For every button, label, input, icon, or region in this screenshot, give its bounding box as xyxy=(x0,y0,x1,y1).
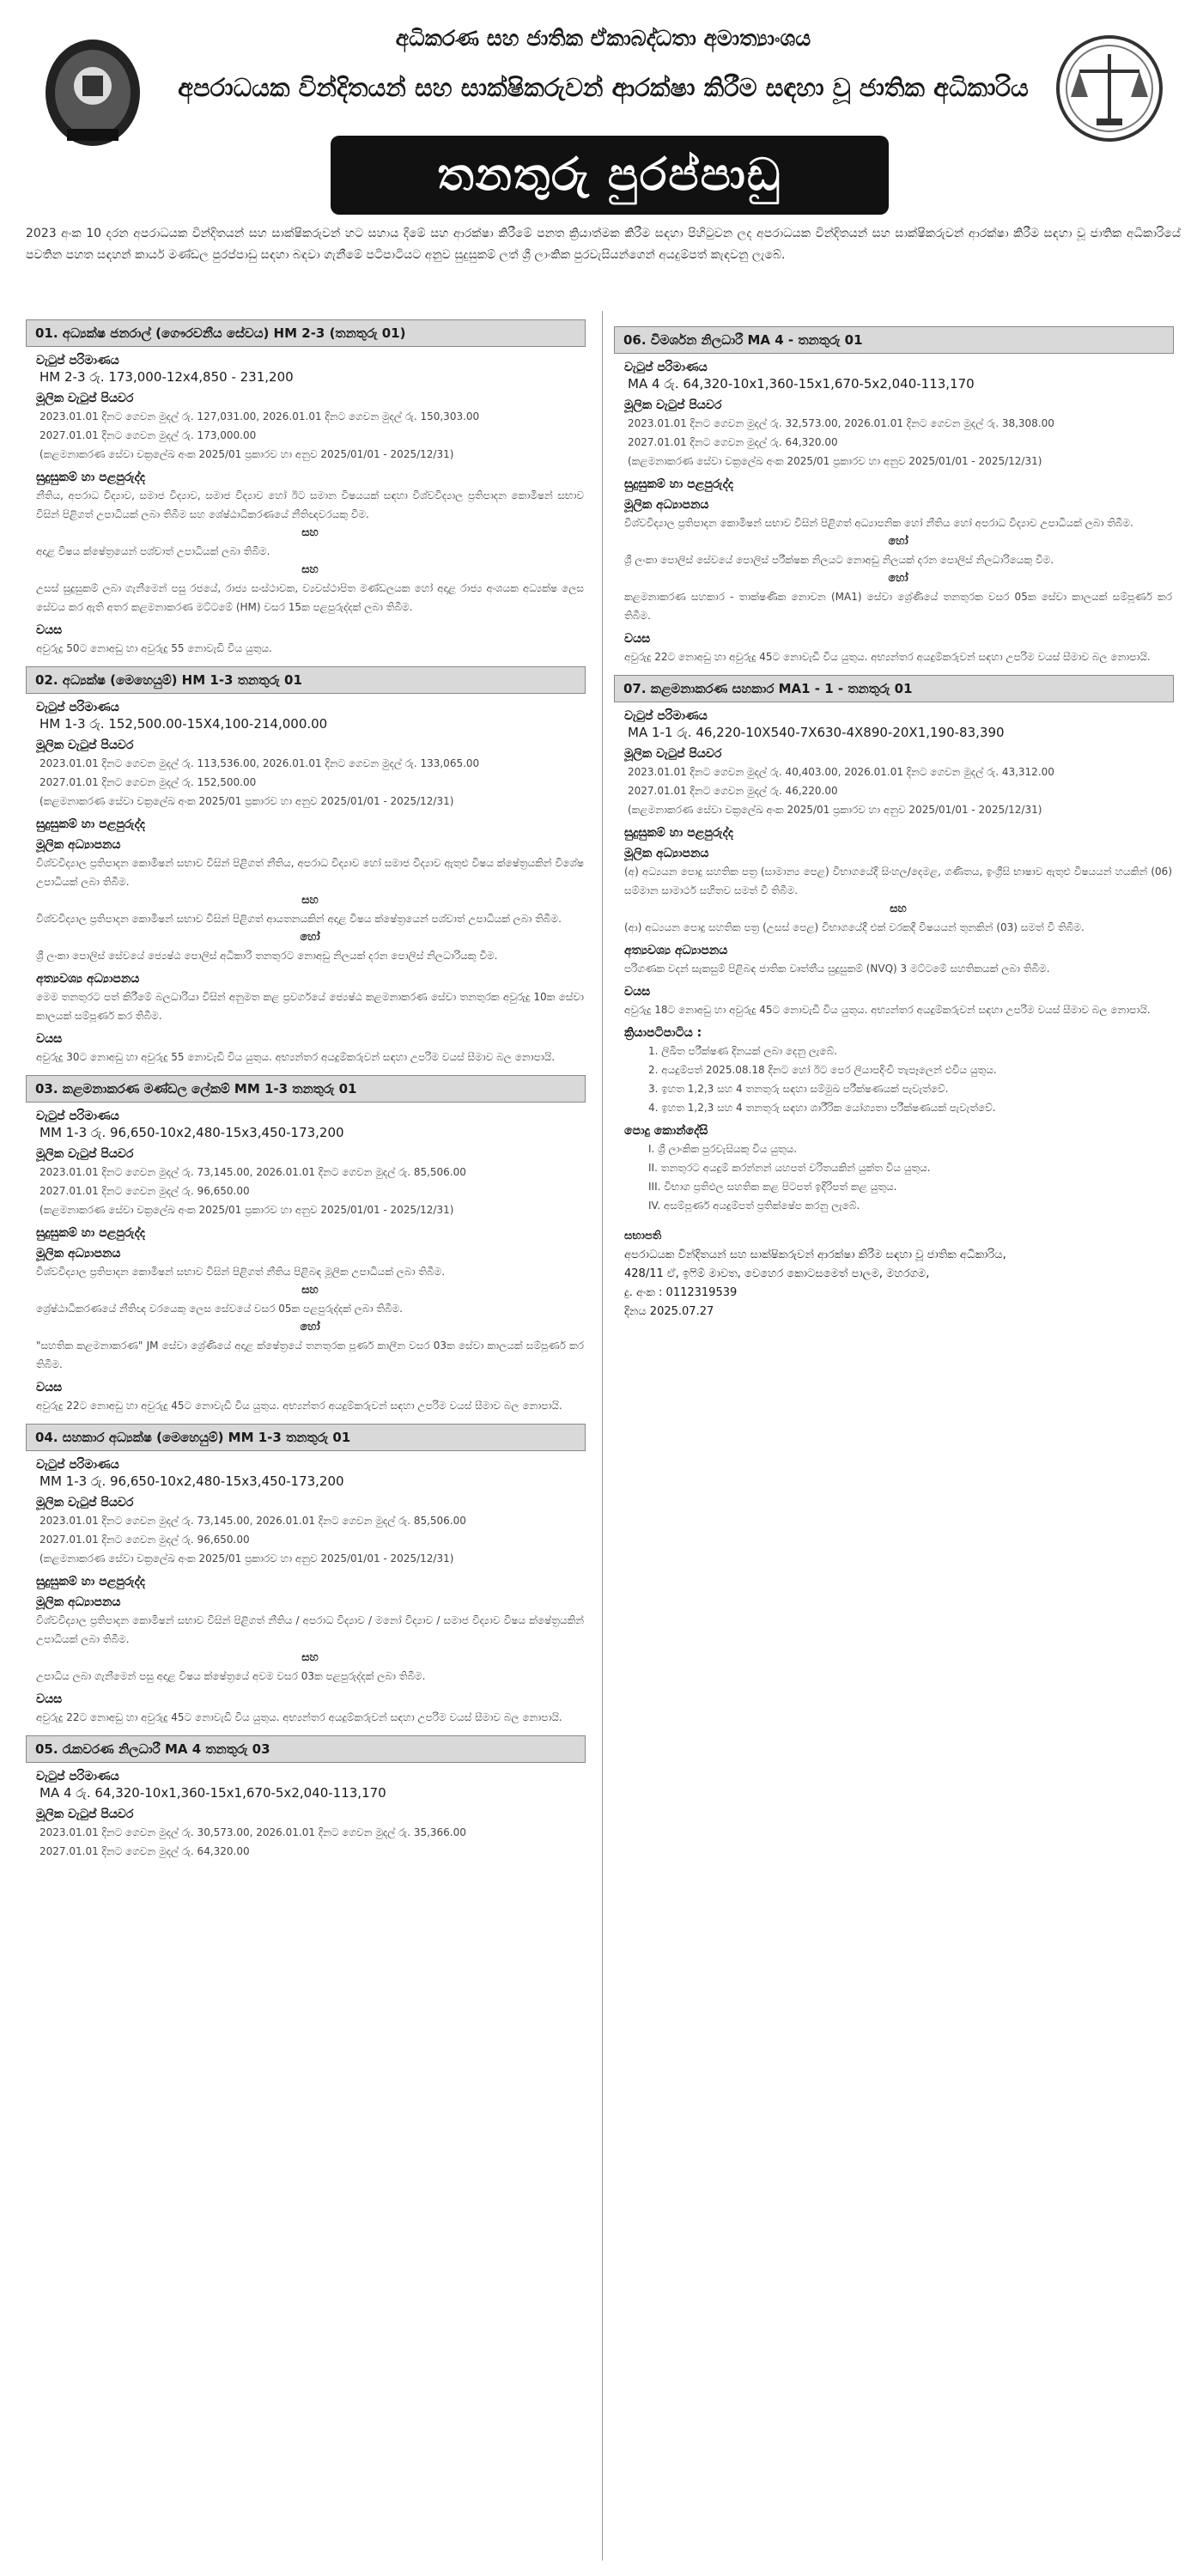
salary-scale: MM 1-3 රු. 96,650-10x2,480-15x3,450-173,200 xyxy=(39,1125,344,1140)
basic-label: මූලික අධ්‍යාපනය xyxy=(624,498,709,512)
salary-label: වැටුප් පරිමාණය xyxy=(624,709,708,723)
age-label: වයස xyxy=(36,1032,63,1046)
salary-note: (කළමනාකරණ සේවා චක්‍රලේඛ අංක 2025/01 ප්‍රකාරව හා අනුව 2025/01/01 - 2025/12/31) xyxy=(628,804,1042,816)
conjunction-and: සහ xyxy=(301,526,319,539)
salary-note: 2027.01.01 දිනට ගෙවන මුදල් රු. 152,500.00 xyxy=(39,776,257,788)
quals-label: සුදුසුකම් හා පළපුරුද්ද xyxy=(36,817,145,831)
conjunction-or: හෝ xyxy=(300,931,320,944)
conjunction-or: හෝ xyxy=(888,572,908,585)
qualification-text: කළමනාකරණ සහකාර - තාක්ෂණික නොවන (MA1) සේවා ශ්‍රේණියේ තනතුරක වසර 05ක සේවා කාලයක් සම්පූර්ණ කර තිබීම. xyxy=(624,591,1172,622)
section-heading: 05. රැකවරණ නිලධාරී MA 4 තනතුරු 03 xyxy=(26,1735,586,1763)
conjunction-and: සහ xyxy=(890,902,907,915)
general-condition-item: IV. අසම්පූර්ණ අයදුම්පත් ප්‍රතික්ෂේප කරනු ලැබේ. xyxy=(648,1200,860,1212)
age-label: වයස xyxy=(624,985,651,999)
salary-label: වැටුප් පරිමාණය xyxy=(36,1458,119,1472)
header xyxy=(26,9,1181,219)
conjunction-and: සහ xyxy=(301,894,319,907)
qualification-text: ශ්‍රී ලංකා පොලිස් සේවයේ පොලිස් පරීක්ෂක නිලයට නොඅඩු නිලයක් දරන පොලිස් නිලධාරියෙකු වීම. xyxy=(624,554,1054,566)
contact-line: දු. අංක : 0112319539 xyxy=(624,1286,738,1299)
process-item: 2. අයදුම්පත් 2025.08.18 දිනට හෝ ඊට පෙර ලියාපදිංචි තැපෑලෙන් එවිය යුතුය. xyxy=(648,1064,997,1076)
quals-label: සුදුසුකම් හා පළපුරුද්ද xyxy=(36,1226,145,1240)
conjunction-or: හෝ xyxy=(888,535,908,548)
qualification-text: විශ්වවිද්‍යාල ප්‍රතිපාදන කොමිෂන් සභාව විසින් පිළිගත් අධ්‍යාපනික හෝ නීතිය හෝ අපරාධ විද්‍යාව උපාධියක් ලබා තිබීම. xyxy=(624,517,1133,529)
qualification-text: ශ්‍රී ලංකා පොලිස් සේවයේ ජ්‍යෙෂ්ඨ පොලිස් අධිකාරි තනතුරට නොඅඩු නිලයක් දරන පොලිස් නිලධාරියකු වීම. xyxy=(36,950,498,962)
contact-label: සභාපති xyxy=(624,1230,662,1242)
general-conditions-title: පොදු කොන්දේසි xyxy=(624,1124,708,1138)
contact-line: අපරාධයක වින්දිතයන් සහ සාක්ෂිකරුවන් ආරක්ෂා කිරීම සඳහා වූ ජාතික අධිකාරිය, xyxy=(624,1249,1006,1261)
section-2 xyxy=(26,666,592,1066)
qualification-text: විශ්වවිද්‍යාල ප්‍රතිපාදන කොමිෂන් සභාව විසින් පිළිගත් නීතිය / අපරාධ විද්‍යාව / මනෝ විද්‍යාව / සමාජ විද්‍යාව විෂය ක්ෂේත්‍රයකින් උපාධියක් ලබා තිබීම. xyxy=(36,1614,584,1645)
qualification-text: නීතිය, අපරාධ විද්‍යාව, සමාජ විද්‍යාව, සමාජ විද්‍යාව හෝ ඊට සමාන විෂයයක් සඳහා විශ්වවිද්‍යාල ප්‍රතිපාදන කොමිෂන් සභාව විසින් පිළිගත් උපාධියක් ලබා තිබීම සහ ශේෂ්ඨාධිකරණයේ නීතිඥවරයකු වීම. xyxy=(36,489,584,520)
section-5 xyxy=(26,1735,592,1861)
general-condition-item: I. ශ්‍රී ලාංකික පුරවැසියකු විය යුතුය. xyxy=(648,1143,798,1155)
section-heading: 04. සහකාර අධ්‍යක්ෂ (මෙහෙයුම්) MM 1-3 තනතුරු 01 xyxy=(26,1424,586,1451)
salary-label: වැටුප් පරිමාණය xyxy=(36,1109,119,1123)
authority-title: අපරාධයක වින්දිතයන් සහ සාක්ෂිකරුවන් ආරක්ෂා කිරීම සඳහා වූ ජාතික අධිකාරිය xyxy=(178,73,1029,102)
age-text: අවුරුදු 22ට නොඅඩු හා අවුරුදු 45ට නොවැඩි විය යුතුය. අභ්‍යන්තර අයදුම්කරුවන් සඳහා උපරිම වයස් සීමාව බල නොපායි. xyxy=(624,651,1151,663)
salary-label: වැටුප් පරිමාණය xyxy=(36,701,119,714)
section-6 xyxy=(614,326,1181,666)
contact-line: 428/11 ඒ, ඉෆිම් මාවත, වෙහෙර කොටසමෙත් පාලම, මහරගම, xyxy=(624,1267,930,1280)
age-text: අවුරුදු 22ට නොඅඩු හා අවුරුදු 45ට නොවැඩි විය යුතුය. අභ්‍යන්තර අයදුම්කරුවන් සඳහා උපරිම වයස් සීමාව බල නොපායි. xyxy=(36,1400,562,1412)
salary-scale: MA 4 රු. 64,320-10x1,360-15x1,670-5x2,040-113,170 xyxy=(628,376,975,392)
salary-note: (කළමනාකරණ සේවා චක්‍රලේඛ අංක 2025/01 ප්‍රකාරව හා අනුව 2025/01/01 - 2025/12/31) xyxy=(39,1552,454,1564)
age-label: වයස xyxy=(36,623,63,637)
contact-line: දිනය 2025.07.27 xyxy=(624,1305,714,1318)
general-condition-item: III. විභාග ප්‍රතිඵල සහතික කළ පිටපත් ඉදිරිපත් කළ යුතුය. xyxy=(648,1181,897,1193)
salary-label: වැටුප් පරිමාණය xyxy=(36,354,119,368)
section-1 xyxy=(26,319,592,658)
process-item: 1. ලිඛිත පරීක්ෂණ දිනයක් ලබා දෙනු ලැබේ. xyxy=(648,1045,837,1057)
general-condition-item: II. තනතුරට අයදුම් කරන්නන් යහපත් චරිතයකින් යුක්ත විය යුතුය. xyxy=(648,1162,931,1174)
prof-label: අත්‍යවශ්‍ය අධ්‍යාපනය xyxy=(36,972,140,986)
salary-scale: HM 1-3 රු. 152,500.00-15X4,100-214,000.00 xyxy=(39,716,328,732)
basic-label: මූලික අධ්‍යාපනය xyxy=(36,838,121,852)
basic-label: මූලික අධ්‍යාපනය xyxy=(36,1247,121,1261)
intro-paragraph: 2023 අංක 10 දරන අපරාධයක වින්දිතයන් සහ සාක්ෂිකරුවන් හට සහාය දීමේ සහ ආරක්ෂා කිරීමේ පනත ක්‍රියාත්මක කිරීම සඳහා පිහිටුවන ලද අපරාධයක වින්දිතයන් සහ සාක්ෂිකරුවන් ආරක්ෂා කිරීම සඳහා වූ ජාතික අධිකාරියේ පවතින පහත සඳහන් කාර්ය මණ්ඩල පුරප්පාඩු සඳහා බඳවා ගැනීමේ පටිපාටියට අනුව සුදුසුකම් ලත් ශ්‍රී ලාංකික පුරවැසියන්ගෙන් අයදුම්පත් කැඳවනු ලැබේ. xyxy=(26,227,1181,262)
salary-note: 2023.01.01 දිනට ගෙවන මුදල් රු. 127,031.00, 2026.01.01 දිනට ගෙවන මුදල් රු. 150,303.00 xyxy=(39,410,480,422)
salary-note: 2027.01.01 දිනට ගෙවන මුදල් රු. 173,000.00 xyxy=(39,429,257,441)
sri-lanka-emblem-icon xyxy=(41,34,144,150)
qualification-text: උසස් සුදුසුකම් ලබා ගැනීමෙන් පසු රජයේ, රාජ්‍ය සංස්ථාවක, ව්‍යවස්ථාපිත මණ්ඩලයක හෝ අදාළ රාජ්‍ය අංශයක අධ්‍යක්ෂ ලෙස සේවය කර ඇති අතර කළමනාකරණ මට්ටමේ (HM) වසර 15ක පළපුරුද්දක් ලබා තිබීම. xyxy=(36,582,584,613)
process-item: 4. ඉහත 1,2,3 සහ 4 තනතුරු සඳහා ශාරීරික යෝග්‍යතා පරීක්ෂණයක් පැවැත්වේ. xyxy=(648,1102,996,1114)
salary-note: 2027.01.01 දිනට ගෙවන මුදල් රු. 64,320.00 xyxy=(39,1845,250,1857)
age-label: වයස xyxy=(36,1381,63,1394)
qualification-text: විශ්වවිද්‍යාල ප්‍රතිපාදන කොමිෂන් සභාව විසින් පිළිගත් නීතිය පිළිබඳ මූලික උපාධියක් ලබා තිබීම. xyxy=(36,1266,446,1278)
section-heading: 02. අධ්‍යක්ෂ (මෙහෙයුම්) HM 1-3 තනතුරු 01 xyxy=(26,666,586,694)
salary-note: 2023.01.01 දිනට ගෙවන මුදල් රු. 73,145.00, 2026.01.01 දිනට ගෙවන මුදල් රු. 85,506.00 xyxy=(39,1515,466,1527)
qualification-text: උපාධිය ලබා ගැනීමෙන් පසු අදාළ විෂය ක්ෂේත්‍රයේ අවම වසර 03ක පළපුරුද්දක් ලබා තිබීම. xyxy=(36,1670,426,1682)
salary-note: (කළමනාකරණ සේවා චක්‍රලේඛ අංක 2025/01 ප්‍රකාරව හා අනුව 2025/01/01 - 2025/12/31) xyxy=(39,448,454,460)
basic-label: මූලික අධ්‍යාපනය xyxy=(624,847,709,860)
salary-scale: MM 1-3 රු. 96,650-10x2,480-15x3,450-173,200 xyxy=(39,1473,344,1489)
conjunction-and: සහ xyxy=(301,563,319,576)
salary-note: 2027.01.01 දිනට ගෙවන මුදල් රු. 64,320.00 xyxy=(628,436,838,448)
qualification-text: විශ්වවිද්‍යාල ප්‍රතිපාදන කොමිෂන් සභාව විසින් පිළිගත් ආයතනයකින් අදාළ විෂය ක්ෂේත්‍රයෙන් පශ්චාත් උපාධියක් ලබා තිබීම. xyxy=(36,913,562,925)
section-3 xyxy=(26,1075,592,1415)
ministry-title: අධිකරණ සහ ජාතික ඒකාබද්ධතා අමාත්‍යාංශය xyxy=(395,26,811,51)
salary-note: (කළමනාකරණ සේවා චක්‍රලේඛ අංක 2025/01 ප්‍රකාරව හා අනුව 2025/01/01 - 2025/12/31) xyxy=(628,455,1042,467)
quals-label: සුදුසුකම් හා පළපුරුද්ද xyxy=(36,471,145,484)
salary-note: 2027.01.01 දිනට ගෙවන මුදල් රු. 96,650.00 xyxy=(39,1534,250,1546)
qualification-text: (ආ) අධ්‍යයන පොදු සහතික පත්‍ර (උසස් පෙළ) විභාගයේදී එක් වරකදී විෂයයන් තුනකින් (03) සමත් වී තිබීම. xyxy=(624,921,1085,933)
salary-note: (කළමනාකරණ සේවා චක්‍රලේඛ අංක 2025/01 ප්‍රකාරව හා අනුව 2025/01/01 - 2025/12/31) xyxy=(39,1204,454,1216)
page xyxy=(26,9,1181,2567)
quals-label: සුදුසුකම් හා පළපුරුද්ද xyxy=(624,826,733,840)
salary-note: 2023.01.01 දිනට ගෙවන මුදල් රු. 113,536.00, 2026.01.01 දිනට ගෙවන මුදල් රු. 133,065.00 xyxy=(39,757,480,769)
section-4 xyxy=(26,1424,592,1727)
conjunction-or: හෝ xyxy=(300,1321,320,1334)
qualification-text: විශ්වවිද්‍යාල ප්‍රතිපාදන කොමිෂන් සභාව විසින් පිළිගත් නීතිය, අපරාධ විද්‍යාව හෝ සමාජ විද්‍යාව ඇතුළු විෂය ක්ෂේත්‍රයකින් විශේෂ උපාධියක් ලබා තිබීම. xyxy=(36,857,584,888)
vacancies-banner: තනතුරු පුරප්පාඩු xyxy=(331,136,889,215)
salary-note: 2023.01.01 දිනට ගෙවන මුදල් රු. 73,145.00, 2026.01.01 දිනට ගෙවන මුදල් රු. 85,506.00 xyxy=(39,1166,466,1178)
left-column xyxy=(26,311,592,1861)
salary-scale: MA 1-1 රු. 46,220-10X540-7X630-4X890-20X1,190-83,390 xyxy=(628,725,1005,740)
salary-note: 2027.01.01 දිනට ගෙවන මුදල් රු. 46,220.00 xyxy=(628,785,838,797)
salary-note: 2027.01.01 දිනට ගෙවන මුදල් රු. 96,650.00 xyxy=(39,1185,250,1197)
process-item: 3. ඉහත 1,2,3 සහ 4 තනතුරු සඳහා සම්මුඛ පරීක්ෂණයක් පැවැත්වේ. xyxy=(648,1083,949,1095)
salary-note: 2023.01.01 දිනට ගෙවන මුදල් රු. 30,573.00, 2026.01.01 දිනට ගෙවන මුදල් රු. 35,366.00 xyxy=(39,1826,466,1838)
quals-label: සුදුසුකම් හා පළපුරුද්ද xyxy=(36,1575,145,1589)
scale-label: මූලික වැටුප් පියවර xyxy=(624,747,722,761)
salary-scale: MA 4 රු. 64,320-10x1,360-15x1,670-5x2,040-113,170 xyxy=(39,1785,386,1801)
salary-scale: HM 2-3 රු. 173,000-12x4,850 - 231,200 xyxy=(39,369,294,385)
qualification-text: (අ) අධ්‍යයන පොදු සහතික පත්‍ර (සාමාන්‍ය පෙළ) විභාගයේදී සිංහල/දෙමළ, ගණිතය, ඉංග්‍රීසි භාෂාව ඇතුළු විෂයයන් හයකින් (06) සම්මාන සාමාර්ථ සහිතව සමත් වී තිබීම. xyxy=(624,866,1172,896)
qualification-text: ශ්‍රේෂ්ඨාධිකරණයේ නීතිඥ වරයෙකු ලෙස සේවයේ වසර 05ක පළපුරුද්දක් ලබා තිබීම. xyxy=(36,1303,403,1315)
section-heading: 03. කළමනාකරණ මණ්ඩල ලේකම් MM 1-3 තනතුරු 01 xyxy=(26,1075,586,1103)
age-label: වයස xyxy=(36,1692,63,1706)
scale-label: මූලික වැටුප් පියවර xyxy=(624,398,722,412)
prof-label: අත්‍යවශ්‍ය අධ්‍යාපනය xyxy=(624,944,728,957)
scale-label: මූලික වැටුප් පියවර xyxy=(36,392,134,405)
salary-note: 2023.01.01 දිනට ගෙවන මුදල් රු. 32,573.00, 2026.01.01 දිනට ගෙවන මුදල් රු. 38,308.00 xyxy=(628,417,1054,429)
conjunction-and: සහ xyxy=(301,1651,319,1664)
section-heading: 07. කළමනාකරණ සහකාර MA1 - 1 - තනතුරු 01 xyxy=(614,675,1174,702)
age-text: අවුරුදු 30ට නොඅඩු හා අවුරුදු 55 නොවැඩි විය යුතුය. අභ්‍යන්තර අයදුම්කරුවන් සඳහා උපරිම වයස් සීමාව බල නොපායි. xyxy=(36,1051,556,1063)
process-title: ක්‍රියාපටිපාටිය : xyxy=(624,1026,702,1040)
scale-label: මූලික වැටුප් පියවර xyxy=(36,1496,134,1510)
section-heading: 06. විමර්ශන නිලධාරී MA 4 - තනතුරු 01 xyxy=(614,326,1174,354)
quals-label: සුදුසුකම් හා පළපුරුද්ද xyxy=(624,477,733,491)
salary-note: 2023.01.01 දිනට ගෙවන මුදල් රු. 40,403.00, 2026.01.01 දිනට ගෙවන මුදල් රු. 43,312.00 xyxy=(628,766,1054,778)
age-text: අවුරුදු 22ට නොඅඩු හා අවුරුදු 45ට නොවැඩි විය යුතුය. අභ්‍යන්තර අයදුම්කරුවන් සඳහා උපරිම වයස් සීමාව බල නොපායි. xyxy=(36,1711,562,1723)
contact-block xyxy=(624,1227,1172,1321)
qualification-text: මෙම තනතුරට පත් කිරීමේ බලධාරියා විසින් අනුමත කළ ප්‍රවර්ගයේ ජ්‍යෙෂ්ඨ කළමනාකරණ සේවා තනතුරක අවුරුදු 10ක සේවා කාලයක් සම්පූර්ණ කර තිබීම. xyxy=(36,991,584,1022)
qualification-text: "සහතික කළමනාකරණ" JM සේවා ශ්‍රේණියේ අදාළ ක්ෂේත්‍රයේ තනතුරක පූර්ණ කාලීන වසර 03ක සේවා කාලයක් සම්පූර්ණ කර තිබීම. xyxy=(36,1340,584,1370)
qualification-text: පරිගණක වදන් සැකසුම් පිළිබඳ ජාතික වෘත්තීය සුදුසුකම් (NVQ) 3 මට්ටමේ සහතිකයක් ලබා තිබීම. xyxy=(624,963,1050,975)
authority-logo-icon xyxy=(1054,33,1165,144)
conjunction-and: සහ xyxy=(301,1284,319,1297)
scale-label: මූලික වැටුප් පියවර xyxy=(36,738,134,752)
age-label: වයස xyxy=(624,632,651,646)
right-column xyxy=(614,318,1181,1321)
age-text: අවුරුදු 18ට නොඅඩු හා අවුරුදු 45ට නොවැඩි විය යුතුය. අභ්‍යන්තර අයදුම්කරුවන් සඳහා උපරිම වයස් සීමාව බල නොපායි. xyxy=(624,1004,1151,1016)
section-heading: 01. අධ්‍යක්ෂ ජනරාල් (ගෞරවනීය සේවය) HM 2-3 (තනතුරු 01) xyxy=(26,319,586,347)
column-divider xyxy=(602,311,603,2561)
age-text: අවුරුදු 50ට නොඅඩු හා අවුරුදු 55 නොවැඩි විය යුතුය. xyxy=(36,642,272,654)
section-7 xyxy=(614,675,1181,1321)
salary-note: (කළමනාකරණ සේවා චක්‍රලේඛ අංක 2025/01 ප්‍රකාරව හා අනුව 2025/01/01 - 2025/12/31) xyxy=(39,795,454,807)
salary-label: වැටුප් පරිමාණය xyxy=(36,1770,119,1783)
scale-label: මූලික වැටුප් පියවර xyxy=(36,1807,134,1821)
basic-label: මූලික අධ්‍යාපනය xyxy=(36,1595,121,1609)
salary-label: වැටුප් පරිමාණය xyxy=(624,361,708,374)
qualification-text: අදාළ විෂය ක්ෂේත්‍රයෙන් පශ්චාත් උපාධියක් ලබා තිබීම. xyxy=(36,545,270,557)
scale-label: මූලික වැටුප් පියවර xyxy=(36,1147,134,1161)
